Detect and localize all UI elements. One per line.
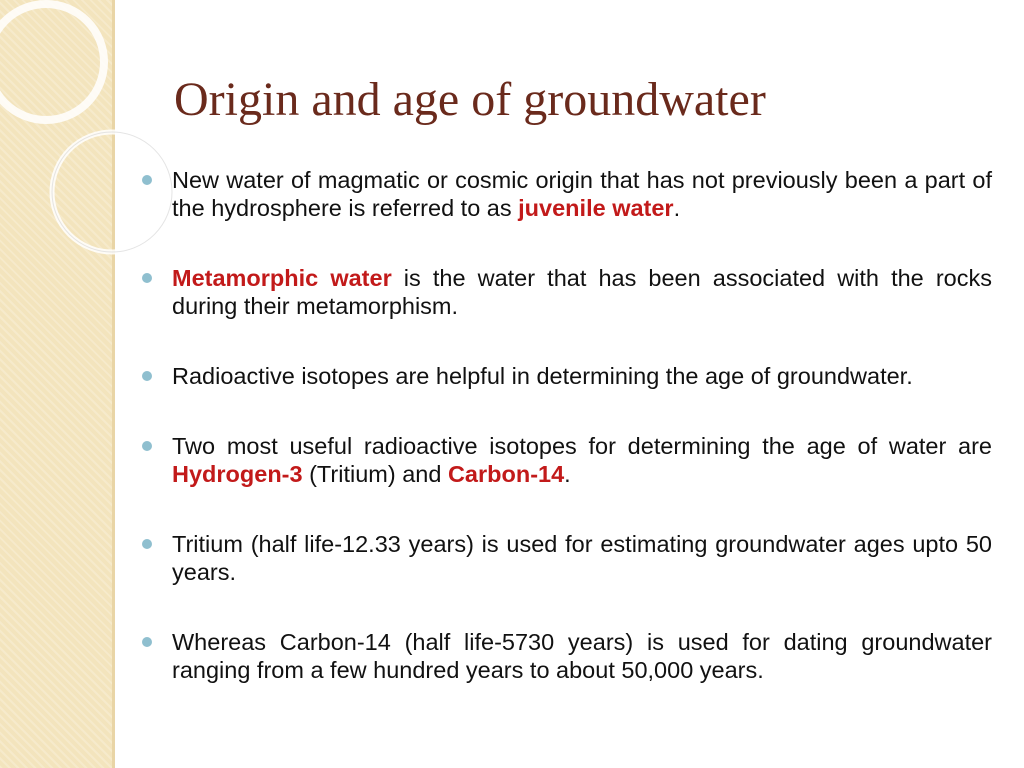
bullet-text: Whereas Carbon-14 (half life-5730 years) is used for dating groundwater ranging from a few hundred years to about 50,000 years. (172, 629, 992, 683)
bullet-item (172, 362, 992, 390)
bullet-list (172, 166, 992, 726)
highlighted-term: juvenile water (518, 195, 674, 221)
slide-title: Origin and age of groundwater (174, 73, 766, 126)
highlighted-term: Hydrogen-3 (172, 461, 303, 487)
bullet-text: Radioactive isotopes are helpful in determining the age of groundwater. (172, 363, 913, 389)
bullet-text: . (673, 195, 681, 221)
bullet-item (172, 264, 992, 320)
bullet-dot-icon (142, 637, 152, 647)
bullet-dot-icon (142, 175, 152, 185)
decorative-rings (0, 0, 200, 260)
bullet-text: (Tritium) and (302, 461, 448, 487)
bullet-dot-icon (142, 441, 152, 451)
bullet-text: is the water that has been associated with the rocks during their metamorphism. (172, 265, 992, 319)
ring-medium (52, 132, 172, 252)
highlighted-term: Carbon-14 (447, 461, 565, 487)
bullet-dot-icon (142, 539, 152, 549)
bullet-text: . (564, 461, 571, 487)
bullet-text: Tritium (half life-12.33 years) is used for estimating groundwater ages upto 50 years. (172, 531, 992, 585)
bullet-dot-icon (142, 371, 152, 381)
bullet-dot-icon (142, 273, 152, 283)
bullet-item (172, 166, 992, 222)
bullet-text: New water of magmatic or cosmic origin that has not previously been a part of the hydrosphere is referred to as (172, 167, 992, 221)
bullet-item (172, 432, 992, 488)
bullet-text: Two most useful radioactive isotopes for determining the age of water are (172, 433, 992, 459)
bullet-item (172, 530, 992, 586)
ring-large (0, 4, 104, 120)
highlighted-term: Metamorphic water (172, 265, 392, 291)
bullet-item (172, 628, 992, 684)
